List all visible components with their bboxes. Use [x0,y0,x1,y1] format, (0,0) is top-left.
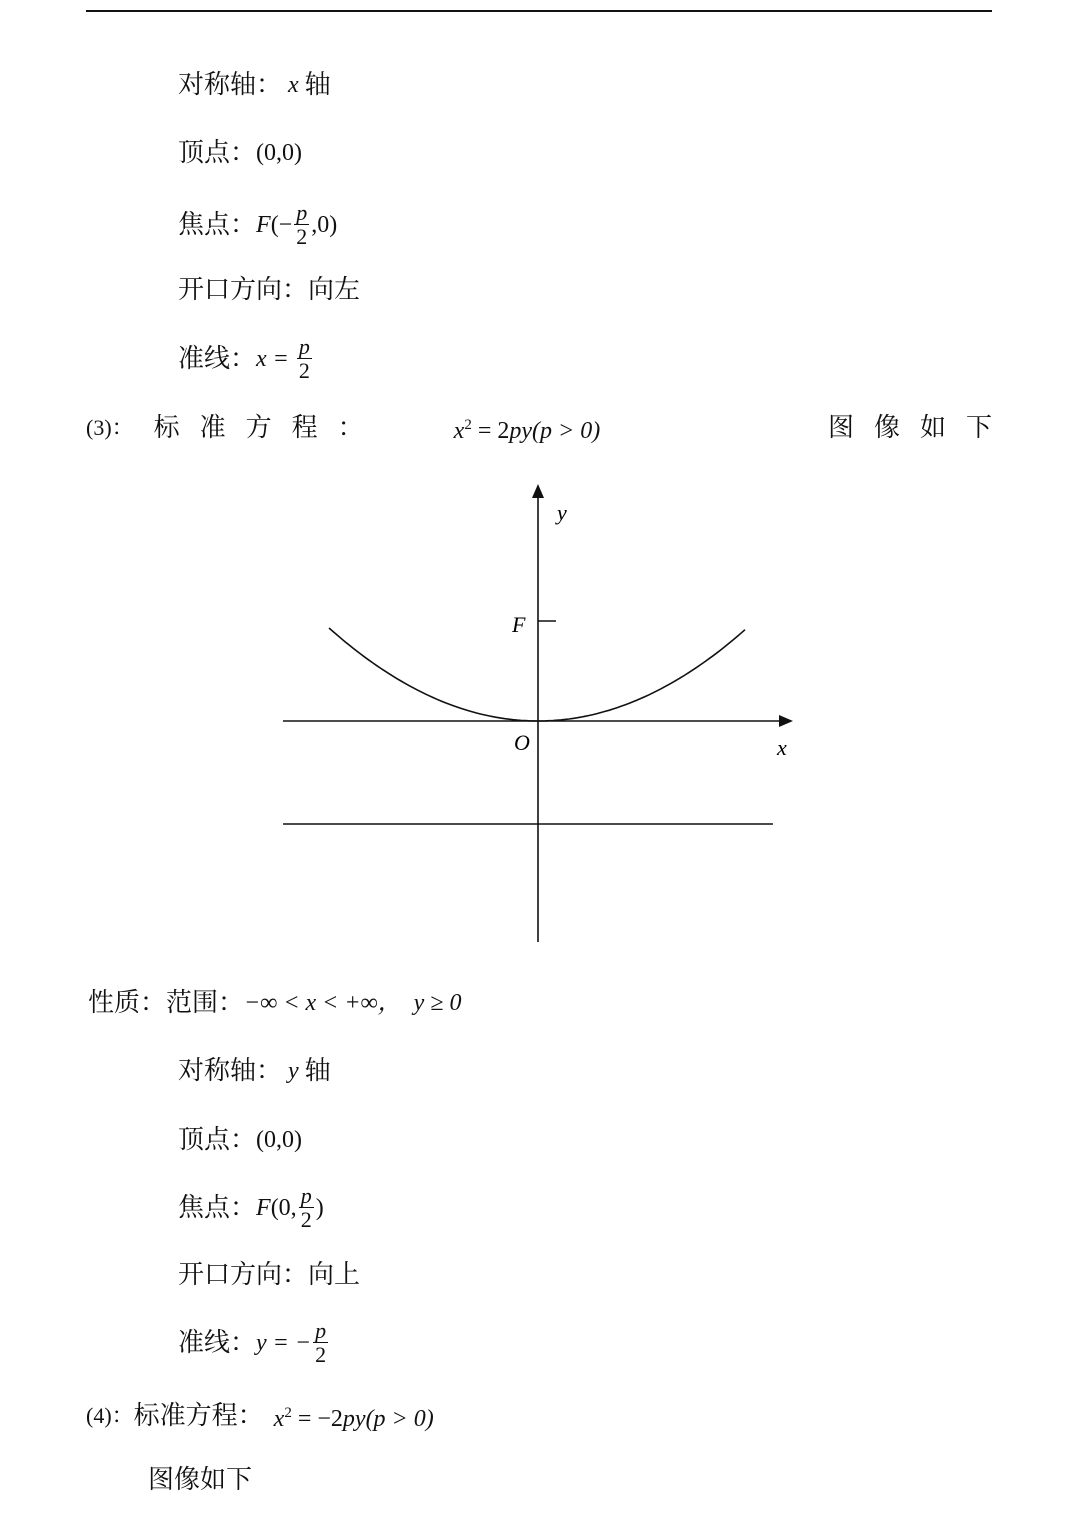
focus-open: (0, [270,1195,297,1221]
denominator: 2 [300,1207,312,1232]
focus-label: F [512,612,526,637]
range-value: −∞ < x < +∞， y ≥ 0 [244,990,462,1016]
x-axis-label: x [777,735,787,760]
graph-note: 图像如下 [148,1465,253,1495]
axis-var: y [288,1058,299,1084]
focus-symbol: F [256,1195,271,1221]
numerator: p [296,200,308,225]
section4-heading [86,1396,434,1436]
x-axis-arrow-icon [779,715,793,727]
denominator: 2 [298,358,310,383]
equation [274,1396,434,1436]
y-axis-arrow-icon [532,484,544,498]
label: 焦点： [178,210,257,240]
section-index: (3)： [86,415,134,440]
vertex-value: (0,0) [256,140,302,166]
denominator: 2 [296,224,308,249]
axis-var: x [288,72,299,98]
focus-close: ,0) [311,212,338,238]
parabola-curve [329,628,745,721]
label: 开口方向： [178,275,309,305]
label: 准线： [178,1328,257,1358]
numerator: p [298,334,310,359]
standard-eq-label: 标准方程： [153,413,384,443]
opening-line [178,1258,360,1292]
eq-rest: = −2 [291,1406,343,1432]
label: 对称轴： [178,70,283,100]
directrix-eq: x = [256,346,295,372]
eq-x: x [453,418,465,444]
eq-exp: 2 [284,1405,292,1421]
numerator: p [315,1318,327,1343]
focus-line [178,1183,324,1233]
focus-close: ) [315,1195,324,1221]
range-line [88,986,462,1020]
focus-open: (− [270,212,293,238]
fraction [299,1185,314,1231]
y-axis-label: y [557,500,567,525]
focus-symbol: F [256,212,271,238]
properties-label: 性质： [88,988,167,1018]
label: 准线： [178,344,257,374]
axis-suffix: 轴 [304,70,331,100]
numerator: p [300,1183,312,1208]
label: 顶点： [178,1125,257,1155]
eq-py: py [342,1406,366,1432]
directrix-eq: y = − [256,1330,312,1356]
origin-label: O [514,730,530,755]
label: 顶点： [178,138,257,168]
eq-x: x [273,1406,285,1432]
label: 焦点： [178,1193,257,1223]
axis-suffix: 轴 [304,1056,331,1086]
graph-note: 图像如下 [827,413,1012,443]
denominator: 2 [315,1342,327,1367]
standard-eq-label: 标准方程： [133,1401,264,1431]
eq-py: py [509,418,533,444]
symmetry-axis-line [178,1054,331,1088]
section-index: (4)： [86,1403,134,1428]
label: 范围： [166,988,245,1018]
directrix-line [178,1318,330,1368]
label: 开口方向： [178,1260,309,1290]
eq-tail: (p > 0) [365,1406,434,1432]
label: 对称轴： [178,1056,283,1086]
eq-exp: 2 [464,417,472,433]
opening-value: 向上 [308,1260,361,1290]
graph-note-line [148,1463,252,1497]
vertex-line [178,1123,302,1157]
eq-rest: = 2 [471,418,510,444]
fraction [313,1320,328,1366]
eq-tail: (p > 0) [532,418,601,444]
vertex-value: (0,0) [256,1127,302,1153]
opening-value: 向左 [308,275,361,305]
